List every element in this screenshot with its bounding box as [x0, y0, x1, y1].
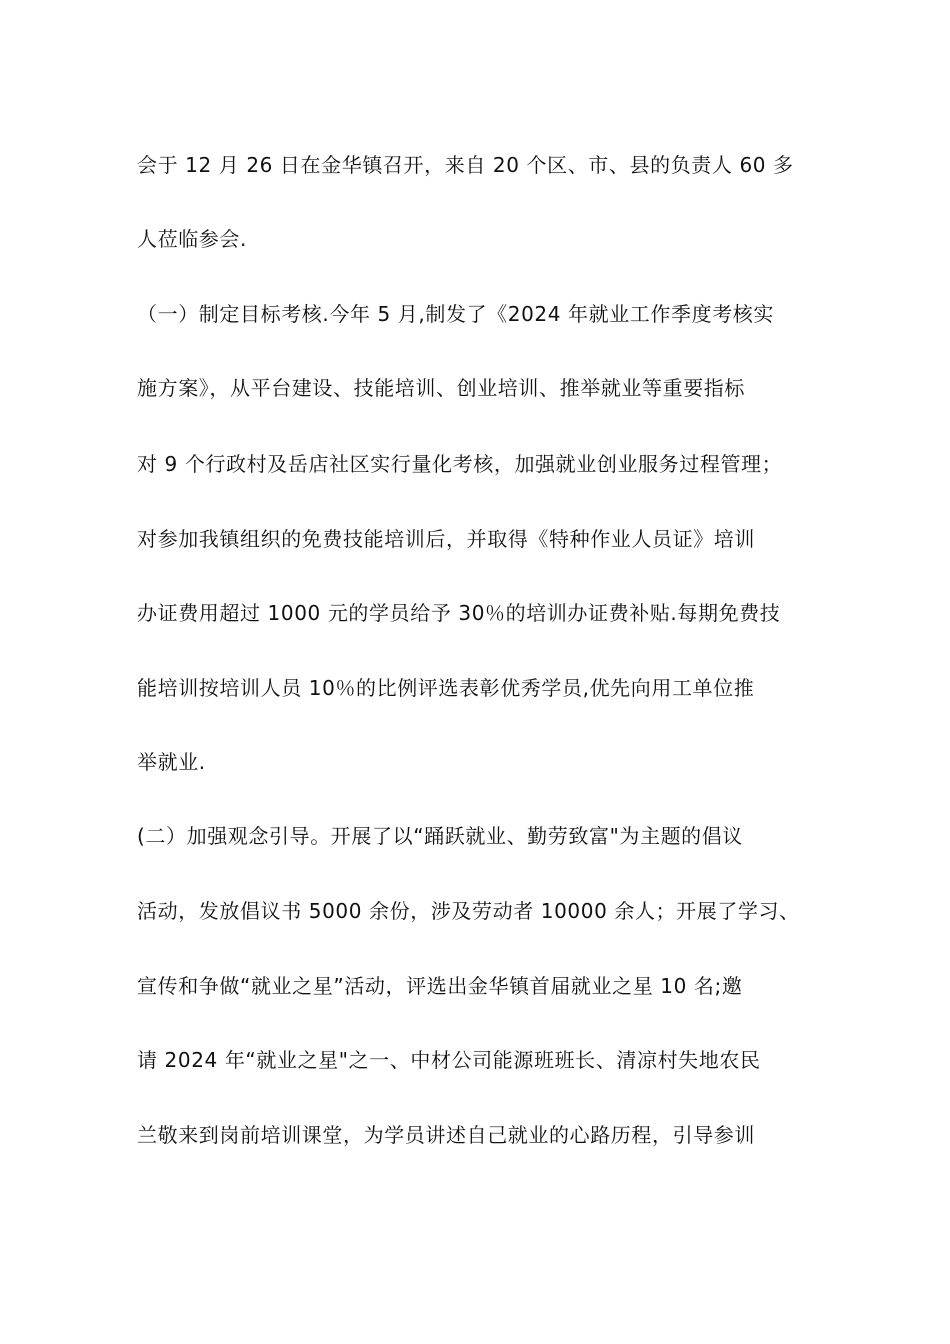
text-line: 兰敬来到岗前培训课堂，为学员讲述自己就业的心路历程，引导参训 [137, 1123, 755, 1147]
text-line: 能培训按培训人员 10％的比例评选表彰优秀学员,优先向用工单位推 [137, 676, 755, 700]
text-line: （一）制定目标考核.今年 5 月,制发了《2024 年就业工作季度考核实 [137, 302, 775, 326]
text-line: 请 2024 年“就业之星"之一、中材公司能源班班长、清凉村失地农民 [137, 1048, 761, 1072]
text-line: 对参加我镇组织的免费技能培训后，并取得《特种作业人员证》培训 [137, 527, 755, 551]
text-line: 宣传和争做“就业之星”活动，评选出金华镇首届就业之星 10 名;邀 [137, 974, 743, 998]
text-line: 办证费用超过 1000 元的学员给予 30％的培训办证费补贴.每期免费技 [137, 601, 781, 625]
text-line: (二）加强观念引导。开展了以“踊跃就业、勤劳致富"为主题的倡议 [137, 824, 743, 848]
text-line: 会于 12 月 26 日在金华镇召开，来自 20 个区、市、县的负责人 60 多 [137, 153, 794, 177]
text-line: 人莅临参会. [137, 227, 247, 251]
text-line: 施方案》，从平台建设、技能培训、创业培训、推举就业等重要指标 [137, 376, 745, 400]
text-line: 活动，发放倡议书 5000 余份，涉及劳动者 10000 余人；开展了学习、 [137, 899, 800, 923]
text-line: 对 9 个行政村及岳店社区实行量化考核，加强就业创业服务过程管理； [137, 452, 783, 476]
text-line: 举就业. [137, 750, 206, 774]
